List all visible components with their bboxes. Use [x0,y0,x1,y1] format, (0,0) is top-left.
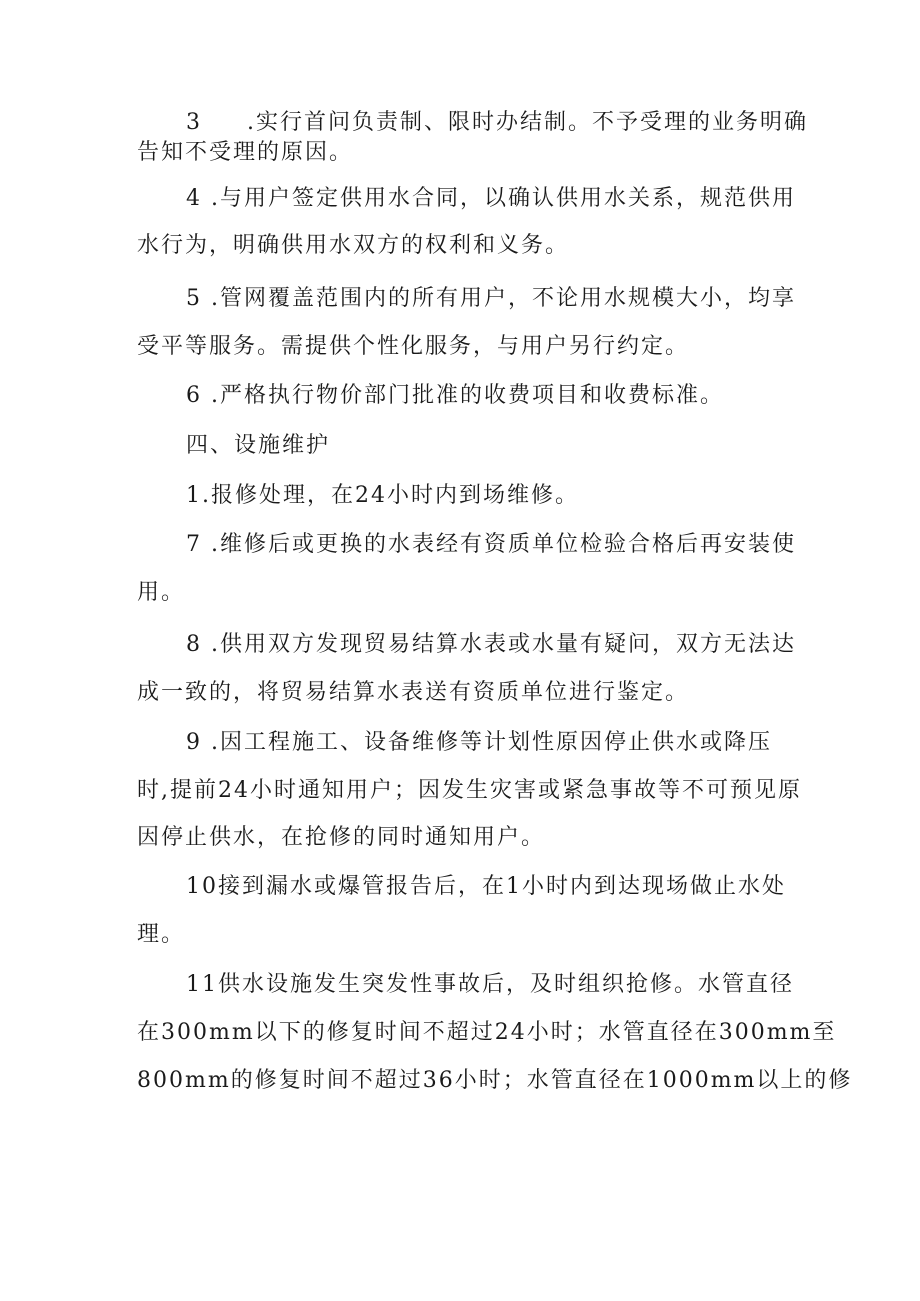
text-line: 4 .与用户签定供用水合同，以确认供用水关系，规范供用 [186,186,796,211]
text-line: 因停止供水，在抢修的同时通知用户。 [137,825,546,850]
text-line: 在300mm以下的修复时间不超过24小时；水管直径在300mm至 [137,1020,837,1045]
text-line: 1.报修处理，在24小时内到场维修。 [186,483,579,508]
text-line: 告知不受理的原因。 [137,140,354,165]
text-line: 3 .实行首问负责制、限时办结制。不予受理的业务明确 [186,110,808,135]
text-line: 用。 [137,580,186,605]
text-line: 受平等服务。需提供个性化服务，与用户另行约定。 [137,334,690,359]
section-heading: 四、设施维护 [186,433,331,458]
text-line: 时,提前24小时通知用户；因发生灾害或紧急事故等不可预见原 [137,778,802,803]
text-line: 理。 [137,922,186,947]
text-line: 11供水设施发生突发性事故后，及时组织抢修。水管直径 [186,972,794,997]
text-line: 5 .管网覆盖范围内的所有用户，不论用水规模大小，均享 [186,286,796,311]
text-line: 10接到漏水或爆管报告后，在1小时内到达现场做止水处 [186,874,786,899]
text-line: 成一致的，将贸易结算水表送有资质单位进行鉴定。 [137,680,690,705]
text-line: 6 .严格执行物价部门批准的收费项目和收费标准。 [186,383,724,408]
text-line: 800mm的修复时间不超过36小时；水管直径在1000mm以上的修 [137,1068,853,1093]
text-line: 水行为，明确供用水双方的权利和义务。 [137,233,570,258]
text-line: 9 .因工程施工、设备维修等计划性原因停止供水或降压 [186,730,772,755]
text-line: 7 .维修后或更换的水表经有资质单位检验合格后再安装使 [186,532,796,557]
text-line: 8 .供用双方发现贸易结算水表或水量有疑问，双方无法达 [186,632,796,657]
